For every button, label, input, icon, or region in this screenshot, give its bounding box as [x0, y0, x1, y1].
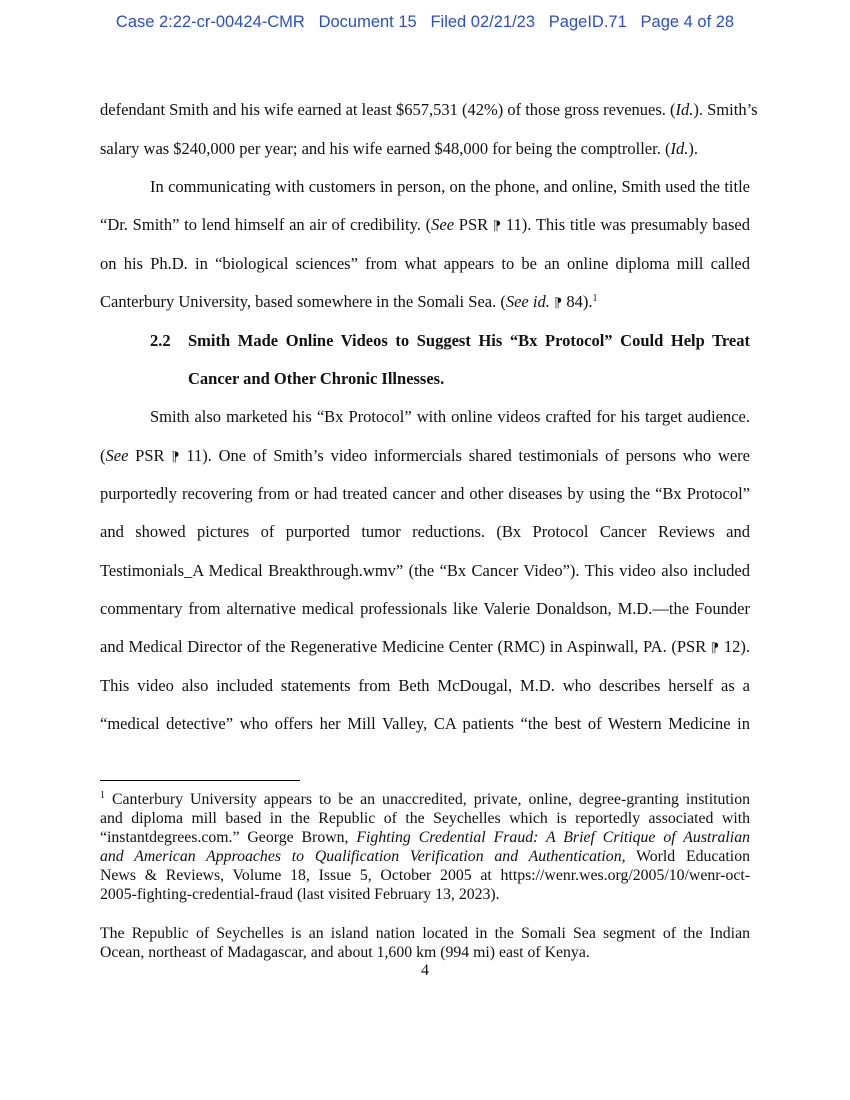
- body-line-3: In communicating with customers in person, on the phone, and online, Smith used the title: [150, 177, 750, 196]
- body-line-7: Smith also marketed his “Bx Protocol” with online videos crafted for his target audience.: [150, 407, 750, 426]
- body-line-14: This video also included statements from Beth McDougal, M.D. who describes herself as a: [100, 676, 750, 695]
- footnote-line-6: 2005-fighting-credential-fraud (last visited February 13, 2023).: [100, 886, 500, 903]
- footnote-line-5: News & Reviews, Volume 18, Issue 5, October 2005 at https://wenr.wes.org/2005/10/wenr-oct-: [100, 867, 750, 884]
- section-title-line-2: Cancer and Other Chronic Illnesses.: [188, 369, 445, 388]
- body-line-15: “medical detective” who offers her Mill Valley, CA patients “the best of Western Medicine in: [100, 714, 750, 733]
- section-title-line-2-wrap: [100, 368, 750, 390]
- case-header: Case 2:22-cr-00424-CMR Document 15 Filed 02/21/23 PageID.71 Page 4 of 28: [115, 13, 735, 31]
- footnote-line-2: and diploma mill based in the Republic of the Seychelles which is reportedly associated with: [100, 810, 750, 827]
- section-heading: [100, 330, 750, 352]
- footnote-line-7: The Republic of Seychelles is an island nation located in the Somali Sea segment of the Indian: [100, 925, 750, 942]
- body-line-5: on his Ph.D. in “biological sciences” from what appears to be an online diploma mill called: [100, 254, 750, 273]
- body-line-4: “Dr. Smith” to lend himself an air of credibility. (See PSR ⁋ 11). This title was presumably based: [100, 215, 750, 234]
- page-number: 4: [421, 962, 429, 979]
- body-line-6: Canterbury University, based somewhere in the Somali Sea. (See id. ⁋ 84).$^1$: [100, 292, 598, 311]
- footnote-separator: [100, 780, 300, 781]
- body-line-10: and showed pictures of purported tumor reductions. (Bx Protocol Cancer Reviews and: [100, 522, 750, 541]
- body-line-12: commentary from alternative medical professionals like Valerie Donaldson, M.D.—the Founder: [100, 599, 750, 618]
- footnote-line-1: $^1$ Canterbury University appears to be an unaccredited, private, online, degree-granting institution: [100, 790, 750, 808]
- footnote-line-4: and American Approaches to Qualification Verification and Authentication, World Education: [100, 848, 750, 865]
- body-line-8: (See PSR ⁋ 11). One of Smith’s video informercials shared testimonials of persons who were: [100, 446, 750, 465]
- body-line-2: salary was $240,000 per year; and his wife earned $48,000 for being the comptroller. (Id.).: [100, 139, 698, 158]
- footnote-line-3: “instantdegrees.com.” George Brown, Fighting Credential Fraud: A Brief Critique of Australian: [100, 829, 750, 846]
- footnote-mark: 1: [100, 790, 105, 801]
- body-line-11: Testimonials_A Medical Breakthrough.wmv” (the “Bx Cancer Video”). This video also included: [100, 561, 750, 580]
- body-line-13: and Medical Director of the Regenerative Medicine Center (RMC) in Aspinwall, PA. (PSR ⁋ 12).: [100, 637, 750, 656]
- footnote-ref-1[interactable]: 1: [592, 293, 598, 304]
- body-line-1: defendant Smith and his wife earned at least $657,531 (42%) of those gross revenues. (Id.). Smith’s: [100, 100, 758, 119]
- section-number: 2.2: [150, 331, 171, 350]
- body-line-9: purportedly recovering from or had treated cancer and other diseases by using the “Bx Protocol”: [100, 484, 750, 503]
- footnote-line-8: Ocean, northeast of Madagascar, and about 1,600 km (994 mi) east of Kenya.: [100, 944, 590, 961]
- section-title-line-1: Smith Made Online Videos to Suggest His “Bx Protocol” Could Help Treat: [188, 331, 750, 350]
